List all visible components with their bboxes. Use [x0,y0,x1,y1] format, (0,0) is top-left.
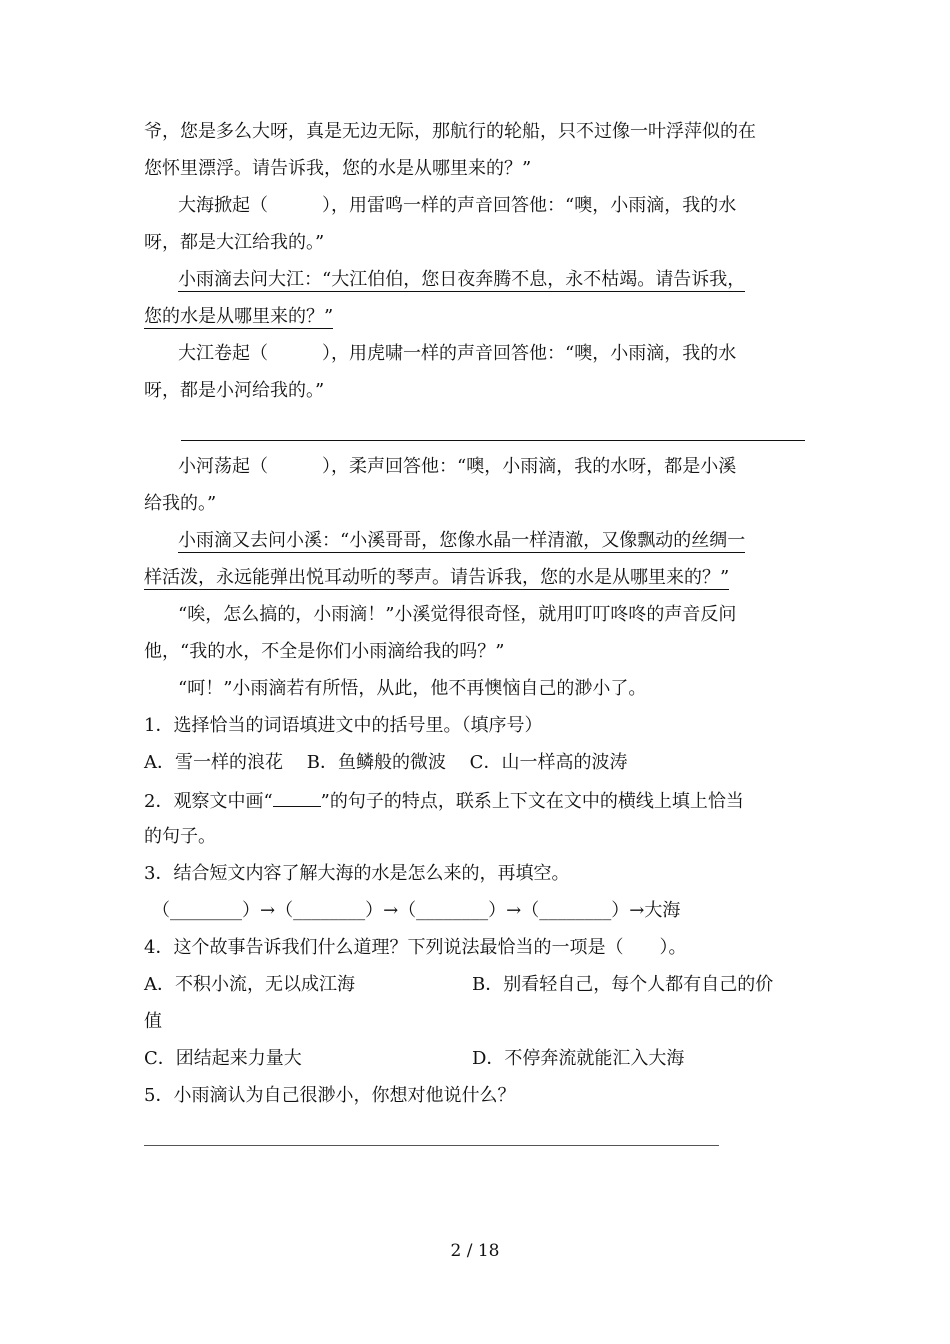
question-2 [144,788,744,814]
underline-sample [273,788,321,807]
question-3-chain[interactable]: （________）→（________）→（________）→（________）→大海 [152,900,681,921]
option-c[interactable]: C．团结起来力量大 [144,1048,302,1069]
passage-line: 爷，您是多么大呀，真是无边无际，那航行的轮船，只不过像一叶浮萍似的在 [144,121,756,142]
answer-line[interactable] [144,1145,719,1146]
passage-line: 呀，都是小河给我的。” [144,380,325,401]
underlined-sentence-line [144,566,729,590]
question-3: 3．结合短文内容了解大海的水是怎么来的，再填空。 [144,863,570,884]
question-2-pre: 2．观察文中画“ [144,791,273,812]
option-a[interactable]: A．不积小流，无以成江海 [144,974,355,995]
underlined-sentence-line [178,529,745,553]
fill-in-line[interactable] [181,440,805,441]
question-5: 5．小雨滴认为自己很渺小，你想对他说什么？ [144,1085,516,1106]
passage-line: 他，“我的水，不全是你们小雨滴给我的吗？” [144,641,505,662]
passage-line: “唉，怎么搞的，小雨滴！”小溪觉得很奇怪，就用叮叮咚咚的声音反问 [178,604,737,625]
question-1-options: A．雪一样的浪花 B．鱼鳞般的微波 C．山一样高的波涛 [144,752,628,773]
option-b-cont: 值 [144,1011,162,1032]
underlined-text: 样活泼，永远能弹出悦耳动听的琴声。请告诉我，您的水是从哪里来的？” [144,567,730,588]
option-d[interactable]: D．不停奔流就能汇入大海 [472,1048,685,1069]
passage-line: 呀，都是大江给我的。” [144,232,325,253]
underlined-sentence-line [178,268,745,292]
passage-line: “呵！”小雨滴若有所悟，从此，他不再懊恼自己的渺小了。 [178,678,647,699]
passage-line: 给我的。” [144,493,217,514]
passage-line: 大江卷起（ ），用虎啸一样的声音回答他：“噢，小雨滴，我的水 [178,343,737,364]
question-4: 4．这个故事告诉我们什么道理？下列说法最恰当的一项是（ ）。 [144,937,687,958]
option-b[interactable]: B．别看轻自己，每个人都有自己的价 [472,974,774,995]
question-2-post: ”的句子的特点，联系上下文在文中的横线上填上恰当 [320,791,744,812]
underlined-text: 小雨滴去问大江：“大江伯伯，您日夜奔腾不息，永不枯竭。请告诉我， [178,269,746,290]
question-1: 1．选择恰当的词语填进文中的括号里。（填序号） [144,715,543,736]
passage-line: 大海掀起（ ），用雷鸣一样的声音回答他：“噢，小雨滴，我的水 [178,195,737,216]
question-2-cont: 的句子。 [144,826,216,847]
underlined-sentence-line [144,305,333,329]
underlined-text: 小雨滴又去问小溪：“小溪哥哥，您像水晶一样清澈，又像飘动的丝绸一 [178,530,746,551]
passage-line: 小河荡起（ ），柔声回答他：“噢，小雨滴，我的水呀，都是小溪 [178,456,737,477]
passage-line: 您怀里漂浮。请告诉我，您的水是从哪里来的？” [144,158,532,179]
page-number: 2 / 18 [450,1241,500,1261]
underlined-text: 您的水是从哪里来的？” [144,306,334,327]
